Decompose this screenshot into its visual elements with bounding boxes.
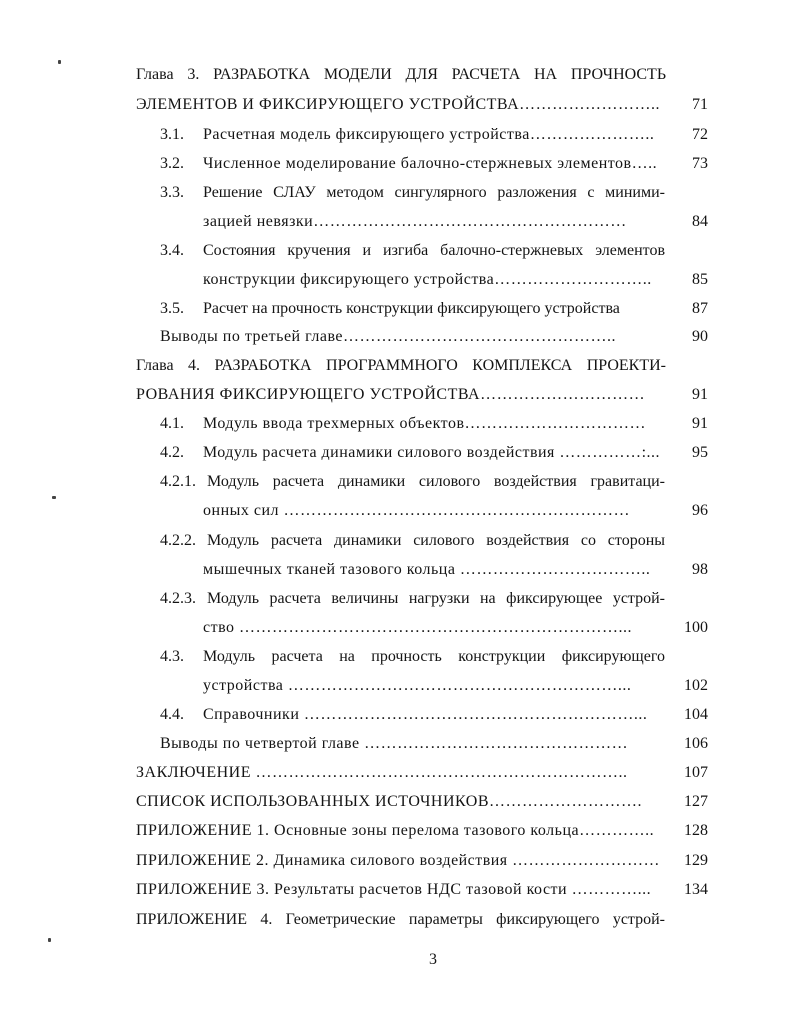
- toc-text: Расчетная модель фиксирующего устройства…………………..: [203, 126, 655, 143]
- toc-text: зацией невязки…………………………………………………: [203, 213, 627, 230]
- toc-entry-4-2-3-line-1: [0, 584, 794, 613]
- toc-entry-4-3-line-1: [0, 642, 794, 671]
- page-number: [0, 945, 794, 974]
- toc-entry-3-4-line-2: [0, 265, 794, 294]
- toc-text: ЗАКЛЮЧЕНИЕ …………………………………………………………..: [136, 764, 628, 781]
- toc-text: ПРИЛОЖЕНИЕ 3. Результаты расчетов НДС тазовой кости …………...: [136, 881, 652, 898]
- page-number-text: 3: [429, 951, 437, 968]
- toc-appendix-4: [0, 905, 794, 934]
- toc-entry-4-3-line-2: [0, 671, 794, 700]
- toc-text: Численное моделирование балочно-стержневых элементов…..: [203, 155, 658, 172]
- toc-text: Модуль расчета динамики силового воздействия со стороны: [207, 532, 665, 549]
- toc-text: СПИСОК ИСПОЛЬЗОВАННЫХ ИСТОЧНИКОВ……………………….: [136, 793, 643, 810]
- toc-appendix-2: [0, 846, 794, 875]
- toc-text: Глава 4. РАЗРАБОТКА ПРОГРАММНОГО КОМПЛЕКСА ПРОЕКТИ-: [136, 357, 666, 374]
- toc-entry-4-4: [0, 700, 794, 729]
- toc-section-number: 4.2.2.: [160, 532, 196, 549]
- toc-chapter-3-line-2: [0, 90, 794, 119]
- toc-page-number: 98: [692, 561, 708, 578]
- toc-page-number: 91: [692, 415, 708, 432]
- toc-entry-4-2-1-line-1: [0, 467, 794, 496]
- toc-text: устройства ……………………………………………………...: [203, 677, 632, 694]
- scan-speck: [48, 938, 51, 942]
- toc-entry-3-3-line-1: [0, 178, 794, 207]
- toc-section-number: 4.2.3.: [160, 590, 196, 607]
- toc-section-number: 4.1.: [160, 415, 184, 432]
- toc-text: Выводы по четвертой главе …………………………………………: [160, 735, 629, 752]
- toc-entry-4-1: [0, 409, 794, 438]
- toc-page-number: 84: [692, 213, 708, 230]
- toc-page-number: 104: [684, 706, 708, 723]
- toc-entry-3-3-line-2: [0, 207, 794, 236]
- toc-section-number: 4.3.: [160, 648, 184, 665]
- toc-section-number: 3.3.: [160, 184, 184, 201]
- toc-section-number: 3.4.: [160, 242, 184, 259]
- toc-page-number: 87: [692, 300, 708, 317]
- toc-text: Глава 3. РАЗРАБОТКА МОДЕЛИ ДЛЯ РАСЧЕТА НА ПРОЧНОСТЬ: [136, 66, 666, 83]
- toc-conclusions-3: [0, 322, 794, 351]
- toc-page-number: 102: [684, 677, 708, 694]
- toc-entry-3-1: [0, 120, 794, 149]
- toc-page-number: 71: [692, 96, 708, 113]
- toc-page-number: 73: [692, 155, 708, 172]
- toc-text: ПРИЛОЖЕНИЕ 4. Геометрические параметры фиксирующего устрой-: [136, 911, 665, 928]
- toc-conclusion: [0, 758, 794, 787]
- toc-text: Состояния кручения и изгиба балочно-стержневых элементов: [203, 242, 665, 259]
- toc-conclusions-4: [0, 729, 794, 758]
- toc-entry-3-5: [0, 294, 794, 323]
- toc-text: ПРИЛОЖЕНИЕ 1. Основные зоны перелома тазового кольца…………..: [136, 822, 655, 839]
- toc-entry-3-2: [0, 149, 794, 178]
- toc-page-number: 107: [684, 764, 708, 781]
- toc-text: Модуль расчета динамики силового воздействия ……………:...: [203, 444, 660, 461]
- toc-text: Выводы по третьей главе…………………………………………..: [160, 328, 616, 345]
- toc-page-number: 91: [692, 386, 708, 403]
- toc-entry-4-2-1-line-2: [0, 496, 794, 525]
- toc-appendix-3: [0, 875, 794, 904]
- toc-section-number: 3.2.: [160, 155, 184, 172]
- toc-page-number: 100: [684, 619, 708, 636]
- toc-chapter-4-line-1: [0, 351, 794, 380]
- toc-entry-4-2-3-line-2: [0, 613, 794, 642]
- toc-text: ЭЛЕМЕНТОВ И ФИКСИРУЮЩЕГО УСТРОЙСТВА……………………..: [136, 96, 660, 113]
- toc-section-number: 3.5.: [160, 300, 184, 317]
- toc-page-number: 127: [684, 793, 708, 810]
- toc-text: конструкции фиксирующего устройства………………………..: [203, 271, 652, 288]
- toc-page-number: 95: [692, 444, 708, 461]
- toc-references: [0, 787, 794, 816]
- toc-chapter-3-line-1: [0, 60, 794, 89]
- toc-text: ПРИЛОЖЕНИЕ 2. Динамика силового воздействия ………………………: [136, 852, 660, 869]
- toc-entry-4-2: [0, 438, 794, 467]
- toc-chapter-4-line-2: [0, 380, 794, 409]
- toc-section-number: 4.4.: [160, 706, 184, 723]
- toc-section-number: 4.2.1.: [160, 473, 196, 490]
- toc-text: Модуль ввода трехмерных объектов……………………………: [203, 415, 646, 432]
- toc-text: мышечных тканей тазового кольца ……………………………..: [203, 561, 651, 578]
- toc-entry-3-4-line-1: [0, 236, 794, 265]
- toc-text: Модуль расчета динамики силового воздействия гравитаци-: [207, 473, 665, 490]
- toc-text: ство ……………………………………………………………...: [203, 619, 633, 636]
- toc-page-number: 128: [684, 822, 708, 839]
- toc-page-number: 90: [692, 328, 708, 345]
- toc-entry-4-2-2-line-2: [0, 555, 794, 584]
- toc-text: онных сил ………………………………………………………: [203, 502, 631, 519]
- toc-page-number: 129: [684, 852, 708, 869]
- toc-page-number: 85: [692, 271, 708, 288]
- toc-text: Модуль расчета величины нагрузки на фиксирующее устрой-: [207, 590, 665, 607]
- toc-text: Модуль расчета на прочность конструкции фиксирующего: [203, 648, 665, 665]
- toc-text: Расчет на прочность конструкции фиксирующего устройства: [203, 300, 620, 317]
- toc-appendix-1: [0, 816, 794, 845]
- toc-entry-4-2-2-line-1: [0, 526, 794, 555]
- toc-section-number: 4.2.: [160, 444, 184, 461]
- toc-text: Справочники ……………………………………………………...: [203, 706, 648, 723]
- toc-text: Решение СЛАУ методом сингулярного разложения с миними-: [203, 184, 665, 201]
- toc-page-number: 96: [692, 502, 708, 519]
- toc-page-number: 134: [684, 881, 708, 898]
- toc-page-number: 72: [692, 126, 708, 143]
- toc-page-number: 106: [684, 735, 708, 752]
- toc-section-number: 3.1.: [160, 126, 184, 143]
- toc-text: РОВАНИЯ ФИКСИРУЮЩЕГО УСТРОЙСТВА…………………………: [136, 386, 646, 403]
